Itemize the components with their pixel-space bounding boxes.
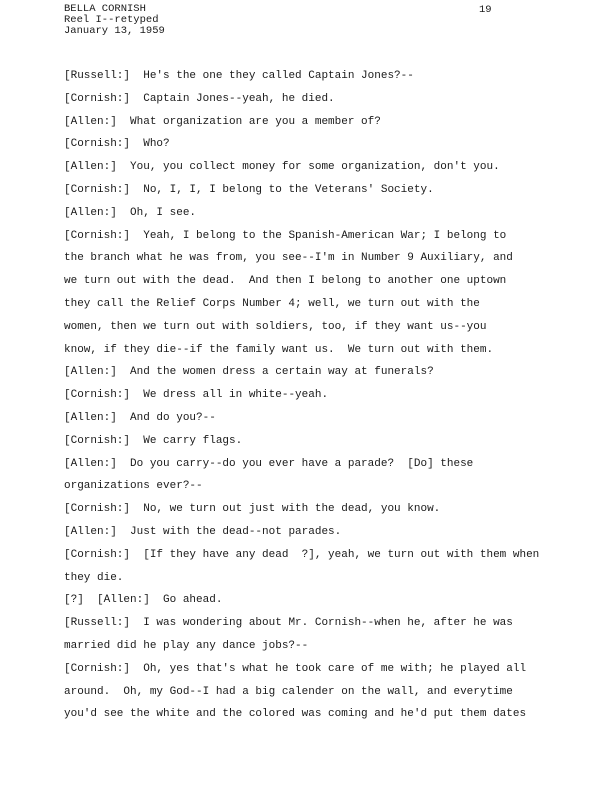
line-text: [If they have any dead ?], yeah, we turn out with them when — [143, 548, 540, 561]
speaker-label: [Cornish:] — [64, 229, 131, 242]
line-text: And the women dress a certain way at funerals? — [130, 366, 434, 379]
line-text: He's the one they called Captain Jones?-- — [143, 70, 414, 82]
transcript-line — [64, 316, 564, 339]
line-text: We carry flags. — [143, 434, 243, 447]
transcript-line — [64, 179, 564, 202]
speaker-label: [Allen:] — [64, 161, 117, 174]
speaker-label: [Cornish:] — [64, 92, 131, 105]
transcript-line — [64, 498, 564, 521]
transcript-line — [64, 247, 564, 270]
transcript-line — [64, 156, 564, 179]
transcript-body — [64, 65, 564, 726]
transcript-line — [64, 612, 564, 635]
line-text: we turn out with the dead. And then I belong to another one uptown — [64, 275, 507, 288]
transcript-line — [64, 658, 564, 681]
speaker-label: [?] — [64, 594, 84, 607]
transcript-line — [64, 453, 564, 476]
line-text: What organization are you a member of? — [130, 115, 381, 128]
line-text: Captain Jones--yeah, he died. — [143, 92, 335, 105]
speaker-label: [Cornish:] — [64, 434, 131, 447]
line-text: they die. — [64, 571, 124, 584]
speaker-label: [Russell:] — [64, 70, 131, 82]
speaker-label: [Allen:] — [64, 366, 117, 379]
line-text: No, I, I, I belong to the Veterans' Society. — [143, 183, 434, 196]
line-text: they call the Relief Corps Number 4; well, we turn out with the — [64, 297, 480, 310]
speaker-label: [Cornish:] — [64, 548, 131, 561]
line-text: Oh, I see. — [130, 206, 197, 219]
transcript-line — [64, 65, 564, 88]
line-text: I was wondering about Mr. Cornish--when he, after he was — [143, 617, 513, 630]
transcript-line — [64, 544, 564, 567]
line-text: [Allen:] Go ahead. — [97, 594, 223, 607]
line-text: Oh, yes that's what he took care of me with; he played all — [143, 662, 527, 675]
line-text: women, then we turn out with soldiers, too, if they want us--you — [64, 320, 487, 333]
speaker-label: [Cornish:] — [64, 183, 131, 196]
line-text: married did he play any dance jobs?-- — [64, 639, 309, 652]
line-text: Just with the dead--not parades. — [130, 525, 342, 538]
line-text: Do you carry--do you ever have a parade? [Do] these — [130, 457, 474, 470]
page-number: 19 — [479, 4, 492, 16]
speaker-label: [Allen:] — [64, 206, 117, 219]
transcript-line — [64, 521, 564, 544]
transcript-line — [64, 133, 564, 156]
transcript-line — [64, 407, 564, 430]
speaker-label: [Allen:] — [64, 525, 117, 538]
speaker-label: [Cornish:] — [64, 503, 131, 516]
transcript-line — [64, 703, 564, 726]
line-text: No, we turn out just with the dead, you know. — [143, 503, 441, 516]
transcript-line — [64, 589, 564, 612]
speaker-label: [Russell:] — [64, 617, 131, 630]
speaker-label: [Cornish:] — [64, 662, 131, 675]
transcript-line — [64, 384, 564, 407]
transcript-line — [64, 567, 564, 590]
transcript-line — [64, 635, 564, 658]
line-text: organizations ever?-- — [64, 480, 203, 493]
interviewee-name: BELLA CORNISH — [64, 3, 146, 15]
transcript-line — [64, 361, 564, 384]
transcript-line — [64, 202, 564, 225]
speaker-label: [Cornish:] — [64, 138, 131, 151]
line-text: you'd see the white and the colored was coming and he'd put them dates — [64, 708, 527, 721]
line-text: Who? — [143, 138, 170, 151]
document-header — [64, 4, 165, 37]
line-text: And do you?-- — [130, 411, 216, 424]
transcript-line — [64, 339, 564, 362]
transcript-line — [64, 111, 564, 134]
line-text: know, if they die--if the family want us. We turn out with them. — [64, 343, 494, 356]
transcript-line — [64, 270, 564, 293]
transcript-line — [64, 475, 564, 498]
interview-date: January 13, 1959 — [64, 25, 165, 37]
line-text: Yeah, I belong to the Spanish-American War; I belong to — [143, 229, 507, 242]
speaker-label: [Allen:] — [64, 411, 117, 424]
transcript-line — [64, 88, 564, 111]
speaker-label: [Allen:] — [64, 115, 117, 128]
line-text: You, you collect money for some organization, don't you. — [130, 161, 500, 174]
speaker-label: [Cornish:] — [64, 389, 131, 402]
reel-label: Reel I--retyped — [64, 14, 159, 26]
transcript-line — [64, 225, 564, 248]
line-text: around. Oh, my God--I had a big calender on the wall, and everytime — [64, 685, 513, 698]
transcript-line — [64, 430, 564, 453]
line-text: the branch what he was from, you see--I'm in Number 9 Auxiliary, and — [64, 252, 513, 265]
line-text: We dress all in white--yeah. — [143, 389, 329, 402]
transcript-line — [64, 681, 564, 704]
transcript-line — [64, 293, 564, 316]
speaker-label: [Allen:] — [64, 457, 117, 470]
